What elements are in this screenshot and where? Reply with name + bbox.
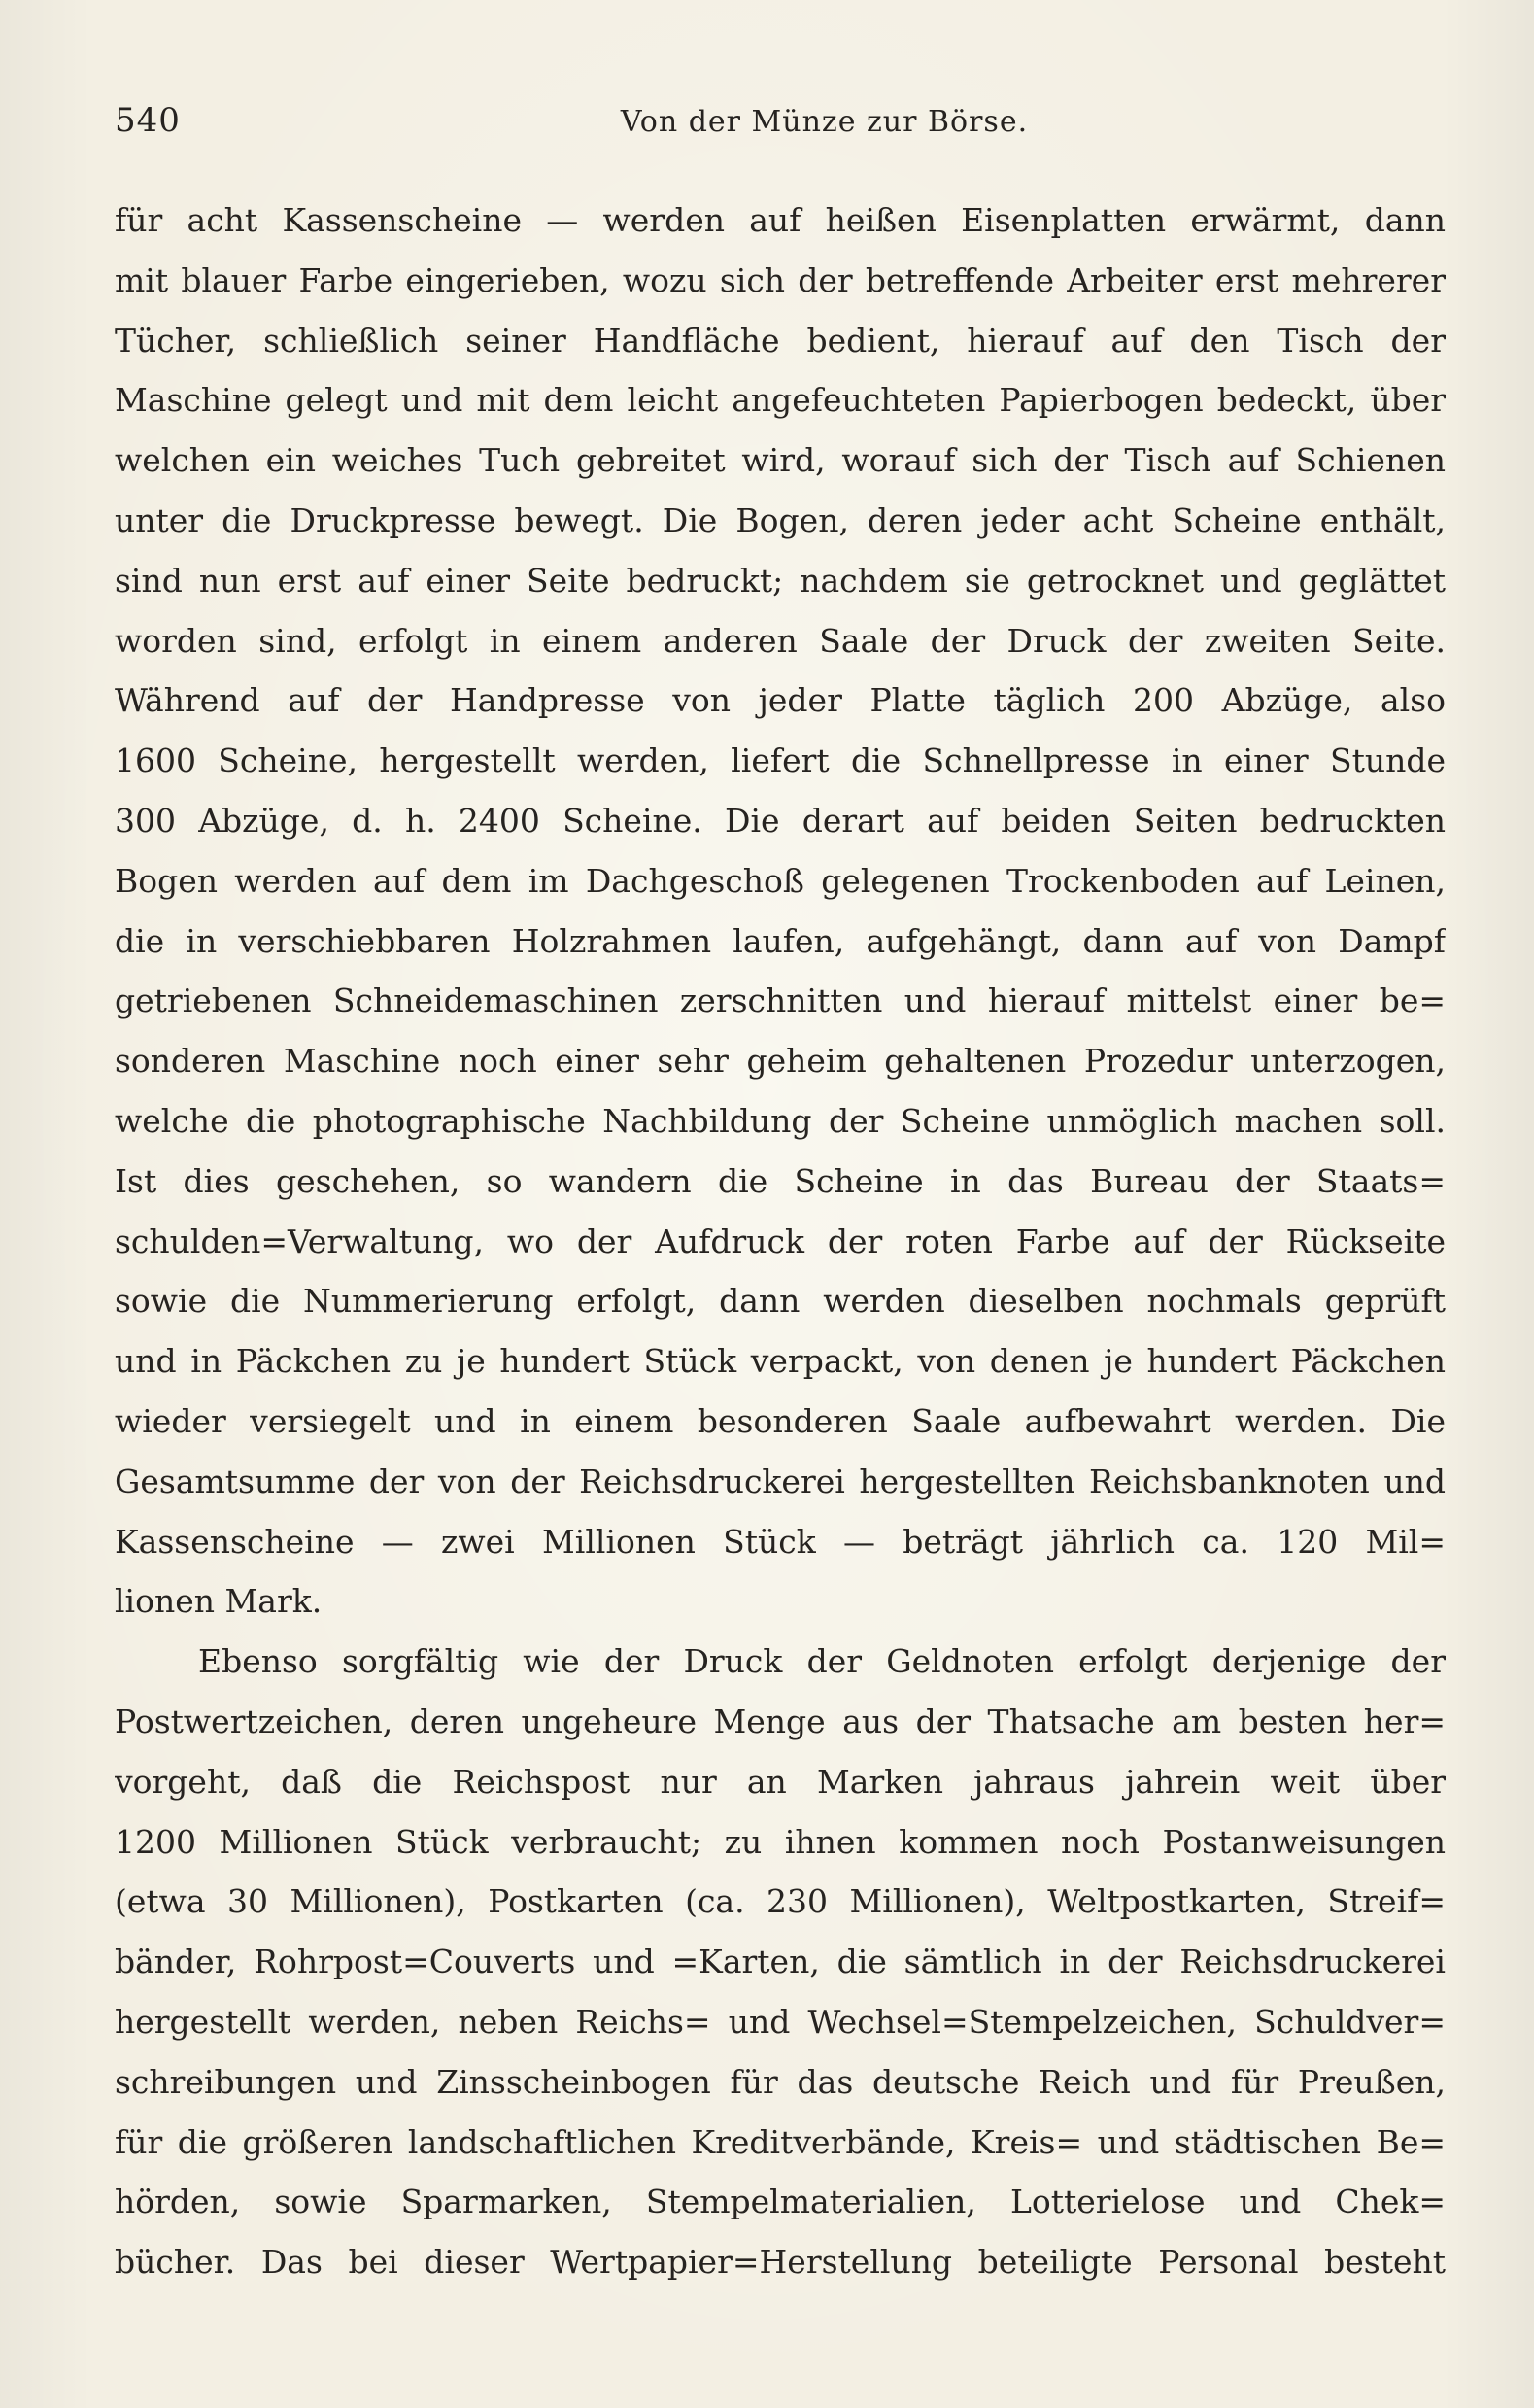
text-line: und in Päckchen zu je hundert Stück verpackt, von denen je hundert Päckchen bbox=[115, 1342, 1446, 1381]
text-line: worden sind, erfolgt in einem anderen Saale der Druck der zweiten Seite. bbox=[115, 621, 1446, 660]
text-line: hergestellt werden, neben Reichs= und Wechsel=Stempelzeichen, Schuldver= bbox=[115, 2002, 1446, 2041]
text-line: sonderen Maschine noch einer sehr geheim gehaltenen Prozedur unterzogen, bbox=[115, 1042, 1446, 1081]
text-line: sind nun erst auf einer Seite bedruckt; nachdem sie getrocknet und geglättet bbox=[115, 561, 1446, 600]
text-line: getriebenen Schneidemaschinen zerschnitten und hierauf mittelst einer be= bbox=[115, 981, 1446, 1020]
text-line: welche die photographische Nachbildung der Scheine unmöglich machen soll. bbox=[115, 1101, 1446, 1140]
text-line: schreibungen und Zinsscheinbogen für das deutsche Reich und für Preußen, bbox=[115, 2062, 1446, 2101]
text-line: Während auf der Handpresse von jeder Platte täglich 200 Abzüge, also bbox=[115, 681, 1446, 720]
text-line: mit blauer Farbe eingerieben, wozu sich der betreffende Arbeiter erst mehrerer bbox=[115, 260, 1446, 299]
text-line: 1600 Scheine, hergestellt werden, liefert die Schnellpresse in einer Stunde bbox=[115, 741, 1446, 780]
text-line: unter die Druckpresse bewegt. Die Bogen, deren jeder acht Scheine enthält, bbox=[115, 500, 1446, 539]
text-line: Postwertzeichen, deren ungeheure Menge aus der Thatsache am besten her= bbox=[115, 1702, 1446, 1740]
text-line: Ist dies geschehen, so wandern die Scheine in das Bureau der Staats= bbox=[115, 1161, 1446, 1200]
text-line: Kassenscheine — zwei Millionen Stück — beträgt jährlich ca. 120 Mil= bbox=[115, 1522, 1446, 1561]
running-head: Von der Münze zur Börse. bbox=[620, 105, 1029, 139]
text-line: die in verschiebbaren Holzrahmen laufen, aufgehängt, dann auf von Dampf bbox=[115, 921, 1446, 960]
text-line: Gesamtsumme der von der Reichsdruckerei hergestellten Reichsbanknoten und bbox=[115, 1462, 1446, 1500]
text-line: Bogen werden auf dem im Dachgeschoß gelegenen Trockenboden auf Leinen, bbox=[115, 861, 1446, 900]
text-line: 1200 Millionen Stück verbraucht; zu ihnen kommen noch Postanweisungen bbox=[115, 1822, 1446, 1861]
text-line: vorgeht, daß die Reichspost nur an Marken jahraus jahrein weit über bbox=[115, 1762, 1446, 1801]
text-line: wieder versiegelt und in einem besonderen Saale aufbewahrt werden. Die bbox=[115, 1401, 1446, 1440]
text-line: bänder, Rohrpost=Couverts und =Karten, die sämtlich in der Reichsdruckerei bbox=[115, 1943, 1446, 1981]
text-line: bücher. Das bei dieser Wertpapier=Herstellung beteiligte Personal besteht bbox=[115, 2243, 1446, 2282]
page-number: 540 bbox=[115, 101, 181, 140]
text-line: für die größeren landschaftlichen Kreditverbände, Kreis= und städtischen Be= bbox=[115, 2122, 1446, 2161]
text-line: hörden, sowie Sparmarken, Stempelmaterialien, Lotterielose und Chek= bbox=[115, 2183, 1446, 2221]
text-line: sowie die Nummerierung erfolgt, dann werden dieselben nochmals geprüft bbox=[115, 1282, 1446, 1321]
page-header bbox=[115, 101, 1417, 150]
text-line: Maschine gelegt und mit dem leicht angefeuchteten Papierbogen bedeckt, über bbox=[115, 381, 1446, 420]
text-line: (etwa 30 Millionen), Postkarten (ca. 230 Millionen), Weltpostkarten, Streif= bbox=[115, 1882, 1446, 1921]
text-line: schulden=Verwaltung, wo der Aufdruck der roten Farbe auf der Rückseite bbox=[115, 1221, 1446, 1260]
text-line: Tücher, schließlich seiner Handfläche bedient, hierauf auf den Tisch der bbox=[115, 321, 1446, 360]
text-line: welchen ein weiches Tuch gebreitet wird, worauf sich der Tisch auf Schienen bbox=[115, 441, 1446, 480]
body-text bbox=[115, 190, 1446, 2292]
text-line: lionen Mark. bbox=[115, 1582, 323, 1621]
text-line: 300 Abzüge, d. h. 2400 Scheine. Die derart auf beiden Seiten bedruckten bbox=[115, 801, 1446, 840]
text-line: Ebenso sorgfältig wie der Druck der Geldnoten erfolgt derjenige der bbox=[198, 1642, 1446, 1681]
text-line: für acht Kassenscheine — werden auf heißen Eisenplatten erwärmt, dann bbox=[115, 201, 1446, 239]
